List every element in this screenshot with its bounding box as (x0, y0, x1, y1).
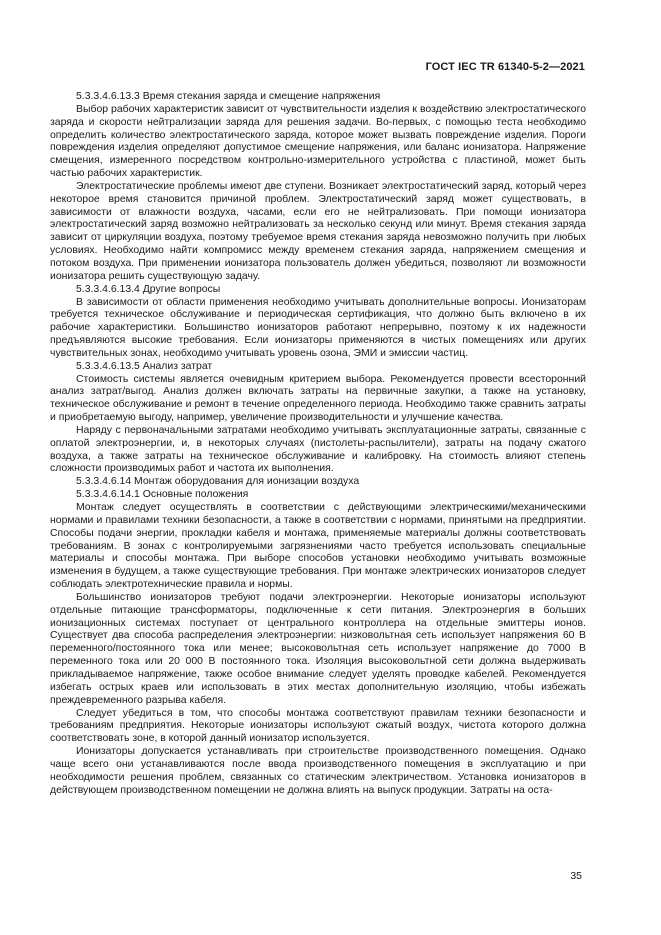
section-heading: 5.3.3.4.6.13.5 Анализ затрат (76, 360, 213, 372)
paragraph: Ионизаторы допускается устанавливать при строительстве производственного помещения. Однако чаще всего они устанавливаются после ввода производственного помещения в эксплуатацию и при необходимости решения проблем, связанных со статическим электричеством. Установка ионизаторов в действующем производственном помещении не должна влиять на выпуск продукции. Затраты на оста- (50, 746, 586, 796)
document-header: ГОСТ IEC TR 61340-5-2—2021 (425, 61, 585, 73)
document-body (50, 91, 586, 797)
paragraph: Электростатические проблемы имеют две ступени. Возникает электростатический заряд, который через некоторое время становится причиной проблем. Электростатический заряд может существовать, в зависимости от влажности воздуха, часами, если его не нейтрализовать. При помощи ионизатора электростатический заряд возможно нейтрализовать за несколько секунд или минут. Время стекания заряда зависит от циркуляции воздуха, поэтому требуемое время стекания заряда невозможно получить при любых условиях. Необходимо найти компромисс между временем стекания заряда, напряжением смещения и потоком воздуха. При применении ионизатора пользователь должен убедиться, позволяют ли возможности ионизатора решить существующую задачу. (50, 180, 586, 282)
section-heading: 5.3.3.4.6.13.4 Другие вопросы (76, 283, 221, 295)
page-number: 35 (570, 870, 582, 882)
paragraph: Наряду с первоначальными затратами необходимо учитывать эксплуатационные затраты, связанные с оплатой электроэнергии, и, в некоторых случаях (пистолеты-распылители), затраты на подачу сжатого воздуха, а также затраты на техническое обслуживание и калибровку. На стоимость влияют степень сложности производимых работ и частота их выполнения. (50, 424, 586, 475)
section-heading: 5.3.3.4.6.14.1 Основные положения (76, 489, 249, 501)
paragraph: Следует убедиться в том, что способы монтажа соответствуют правилам техники безопасности и требованиям предприятия. Некоторые ионизаторы используют сжатый воздух, чистота которого должна соответствовать зоне, в которой данный ионизатор используется. (50, 707, 586, 745)
section-heading: 5.3.3.4.6.13.3 Время стекания заряда и смещение напряжения (76, 91, 381, 102)
paragraph: Большинство ионизаторов требуют подачи электроэнергии. Некоторые ионизаторы используют отдельные питающие трансформаторы, подключенные к сети питания. Электроэнергия в больших ионизационных системах поступает от центрального контроллера на отдельные эмиттеры ионов. Существует два способа распределения электроэнергии: низковольтная сеть использует напряжения 60 В переменного/постоянного тока или менее; высоковольтная сеть использует напряжение до 7000 В переменного тока или 20 000 В постоянного тока. Изоляция высоковольтной сети должна выдерживать прикладываемое напряжение, также особое внимание следует уделять проводке кабелей. Рекомендуется избегать острых краев или использовать в этих местах дополнительную изоляцию, чтобы избежать преждевременного разрыва кабеля. (50, 591, 586, 706)
paragraph: Монтаж следует осуществлять в соответствии с действующими электрическими/механическими нормами и правилами техники безопасности, а также в соответствии с нормами, принятыми на предприятии. Способы подачи энергии, прокладки кабеля и монтажа, применяемые материалы должны соответствовать требованиям. В зонах с контролируемыми загрязнениями часто требуется использовать специальные материалы и способы монтажа. При выборе способов установки необходимо учитывать возможные изменения в будущем, а также существующие требования. При монтаже электрических ионизаторов следует соблюдать электротехнические правила и нормы. (50, 502, 586, 591)
section-heading: 5.3.3.4.6.14 Монтаж оборудования для ионизации воздуха (76, 476, 360, 488)
paragraph: Выбор рабочих характеристик зависит от чувствительности изделия к воздействию электростатического заряда и скорости нейтрализации заряда для решения задачи. Во-первых, с помощью теста необходимо определить количество электростатического заряда, которое может вызвать повреждение изделия. Пороги повреждения изделия определяют допустимое смещение напряжения, или баланс ионизатора. Напряжение смещения, измеренного посредством контрольно-измерительного устройства с пластиной, может быть частью рабочих характеристик. (50, 103, 586, 180)
paragraph: В зависимости от области применения необходимо учитывать дополнительные вопросы. Ионизаторам требуется техническое обслуживание и периодическая сертификация, что должно быть включено в их рабочие характеристики. Большинство ионизаторов работают непрерывно, поэтому к их надежности предъявляются высокие требования. Если ионизаторы применяются в чистых помещениях или других чувствительных зонах, необходимо учитывать уровень озона, ЭМИ и эмиссии частиц. (50, 296, 586, 359)
paragraph: Стоимость системы является очевидным критерием выбора. Рекомендуется провести всесторонний анализ затрат/выгод. Анализ должен включать затраты на первичные закупки, а также на установку, техническое обслуживание и ремонт в течение определенного периода. Необходимо также сравнить затраты и приобретаемую выгоду, например, увеличение производительности и улучшение качества. (50, 373, 586, 424)
